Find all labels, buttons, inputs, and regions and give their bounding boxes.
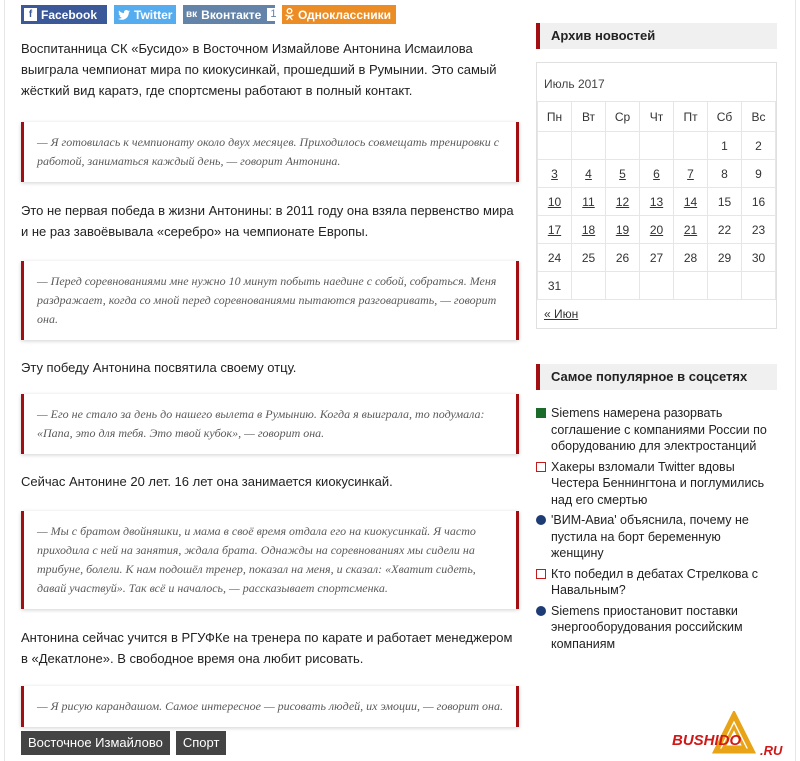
calendar-day: [538, 188, 572, 216]
archive-calendar: [536, 62, 777, 329]
calendar-day: 2: [742, 132, 776, 160]
share-bar: [21, 5, 396, 24]
calendar-day-link[interactable]: 14: [683, 194, 698, 209]
calendar-day-link[interactable]: 21: [683, 222, 698, 237]
calendar-day-link[interactable]: 20: [649, 222, 664, 237]
article-paragraph: Антонина сейчас учится в РГУФКе на тренера по карате и работает менеджером в «Декатлоне». В свободное время она любит рисовать.: [21, 630, 513, 666]
calendar-day: [674, 160, 708, 188]
article-paragraph: Сейчас Антонине 20 лет. 16 лет она занимается киокусинкай.: [21, 474, 393, 489]
calendar-day: 30: [742, 244, 776, 272]
calendar-day: 9: [742, 160, 776, 188]
popular-news-item[interactable]: [536, 566, 776, 599]
calendar-week: [538, 216, 776, 244]
vkontakte-label: Вконтакте: [201, 7, 262, 22]
blockquote: — Я рисую карандашом. Самое интересное — рисовать людей, их эмоции, — говорит она.: [21, 686, 519, 727]
vk-icon: вк: [186, 9, 198, 20]
source-icon: л: [536, 569, 546, 579]
source-icon: [536, 515, 546, 525]
vkontakte-share-button[interactable]: [183, 5, 275, 24]
calendar-day: 8: [708, 160, 742, 188]
calendar-day: [606, 216, 640, 244]
calendar-day: [640, 216, 674, 244]
calendar-day: 23: [742, 216, 776, 244]
popular-news-link[interactable]: Хакеры взломали Twitter вдовы Честера Беннингтона и поглумились над его смертью: [551, 459, 765, 507]
calendar-empty-cell: [572, 132, 606, 160]
calendar-day: 22: [708, 216, 742, 244]
archive-widget-title: Архив новостей: [536, 23, 777, 49]
calendar-day-link[interactable]: 10: [547, 194, 562, 209]
calendar-day: 29: [708, 244, 742, 272]
popular-news-link[interactable]: Кто победил в дебатах Стрелкова с Навальным?: [551, 566, 759, 597]
calendar-day: [640, 160, 674, 188]
calendar-day: [572, 216, 606, 244]
calendar-day-link[interactable]: 18: [581, 222, 596, 237]
calendar-nav: [537, 300, 776, 328]
calendar-day: 27: [640, 244, 674, 272]
popular-news-list: [536, 405, 776, 656]
calendar-day-link[interactable]: 7: [687, 166, 694, 181]
source-icon: [536, 606, 546, 616]
popular-news-item[interactable]: [536, 512, 776, 562]
popular-widget-title: Самое популярное в соцсетях: [536, 364, 777, 390]
calendar-day: [640, 188, 674, 216]
calendar-week: [538, 160, 776, 188]
blockquote: — Его не стало за день до нашего вылета в Румынию. Когда я выиграла, то подумала: «Папа, это для тебя. Это твой кубок», — говорит она.: [21, 394, 519, 454]
calendar-grid: [537, 101, 776, 300]
popular-news-item[interactable]: [536, 603, 776, 653]
calendar-day: [606, 160, 640, 188]
calendar-empty-cell: [640, 272, 674, 300]
calendar-day: 28: [674, 244, 708, 272]
blockquote: — Мы с братом двойняшки, и мама в своё время отдала его на киокусинкай. Я часто приходила с ней на занятия, ждала брата. Однажды на соревнованиях мы сидели на трибуне, болели. К нам подошёл тренер, показал на меня, и сказал: «Хватит сидеть, давай участвуй». Так всё и началось, — рассказывает спортсменка.: [21, 511, 519, 609]
odnoklassniki-share-button[interactable]: [282, 5, 396, 24]
calendar-empty-cell: [708, 272, 742, 300]
calendar-empty-cell: [538, 132, 572, 160]
calendar-day: 15: [708, 188, 742, 216]
weekday-header: Пн: [538, 102, 572, 132]
divider: [795, 0, 796, 761]
calendar-day-link[interactable]: 19: [615, 222, 630, 237]
calendar-day-link[interactable]: 5: [619, 166, 626, 181]
calendar-day-link[interactable]: 12: [615, 194, 630, 209]
twitter-icon: [118, 8, 130, 21]
weekday-header: Ср: [606, 102, 640, 132]
twitter-share-button[interactable]: [114, 5, 176, 24]
weekday-header: Чт: [640, 102, 674, 132]
weekday-header: Пт: [674, 102, 708, 132]
calendar-empty-cell: [674, 272, 708, 300]
popular-news-link[interactable]: Siemens намерена разорвать соглашение с компаниями России по оборудованию для электростанций: [551, 406, 767, 453]
calendar-day: 25: [572, 244, 606, 272]
source-icon: л: [536, 462, 546, 472]
source-icon: [536, 408, 546, 418]
tag-link[interactable]: Спорт: [176, 731, 227, 755]
facebook-label: Facebook: [41, 7, 98, 22]
tag-link[interactable]: Восточное Измайлово: [21, 731, 170, 755]
facebook-icon: f: [24, 8, 37, 21]
popular-news-link[interactable]: Siemens приостановит поставки энергооборудования российским компаниям: [551, 603, 743, 651]
popular-news-item[interactable]: [536, 459, 776, 509]
popular-news-item[interactable]: [536, 405, 776, 455]
article-paragraph: Это не первая победа в жизни Антонины: в 2011 году она взяла первенство мира и не раз завоёвывала «серебро» на чемпионате Европы.: [21, 203, 514, 239]
calendar-week: [538, 132, 776, 160]
calendar-empty-cell: [606, 132, 640, 160]
article-paragraph: Эту победу Антонина посвятила своему отцу.: [21, 360, 297, 375]
calendar-day: [572, 160, 606, 188]
weekday-header: Вс: [742, 102, 776, 132]
calendar-week: [538, 272, 776, 300]
calendar-day: [572, 188, 606, 216]
calendar-empty-cell: [674, 132, 708, 160]
article-paragraph: Воспитанница СК «Бусидо» в Восточном Измайлове Антонина Исмаилова выиграла чемпионат мира по киокусинкай, прошедший в Румынии. Это самый жёсткий вид каратэ, где спортсмены работают в полный контакт.: [21, 41, 497, 98]
facebook-share-button[interactable]: [21, 5, 107, 24]
calendar-day: [674, 188, 708, 216]
calendar-day-link[interactable]: 3: [551, 166, 558, 181]
calendar-day: [606, 188, 640, 216]
article-body: [21, 38, 519, 727]
calendar-day: 26: [606, 244, 640, 272]
logo-suffix: .RU: [760, 743, 783, 758]
calendar-day-link[interactable]: 11: [582, 194, 595, 209]
calendar-empty-cell: [640, 132, 674, 160]
divider: [4, 0, 5, 761]
calendar-day: 1: [708, 132, 742, 160]
calendar-week: [538, 188, 776, 216]
calendar-day: 16: [742, 188, 776, 216]
share-count: 1: [267, 8, 279, 21]
calendar-day-link[interactable]: 6: [653, 166, 660, 181]
blockquote: — Перед соревнованиями мне нужно 10 минут побыть наедине с собой, собраться. Меня раздражает, когда со мной перед соревнованиями пытаются разговаривать, — говорит она.: [21, 261, 519, 340]
weekday-header: Сб: [708, 102, 742, 132]
odnoklassniki-label: Одноклассники: [298, 7, 392, 22]
tag-list: [21, 731, 226, 755]
calendar-day-link[interactable]: 17: [547, 222, 562, 237]
weekday-header: Вт: [572, 102, 606, 132]
calendar-day: 24: [538, 244, 572, 272]
odnoklassniki-icon: [285, 8, 294, 21]
calendar-day: 31: [538, 272, 572, 300]
calendar-empty-cell: [742, 272, 776, 300]
logo-text: BUSHIDO: [672, 732, 742, 749]
calendar-empty-cell: [606, 272, 640, 300]
calendar-day: [538, 160, 572, 188]
calendar-week: [538, 244, 776, 272]
bushido-logo: [672, 711, 794, 759]
calendar-day-link[interactable]: 13: [649, 194, 664, 209]
blockquote: — Я готовилась к чемпионату около двух месяцев. Приходилось совмещать тренировки с работой, заниматься каждый день, — говорит Антонина.: [21, 122, 519, 182]
calendar-caption: Июль 2017: [544, 77, 605, 91]
calendar-empty-cell: [572, 272, 606, 300]
previous-month-link[interactable]: « Июн: [544, 307, 579, 321]
popular-news-link[interactable]: 'ВИМ-Авиа' объяснила, почему не пустила на борт беременную женщину: [551, 513, 749, 560]
calendar-day-link[interactable]: 4: [585, 166, 592, 181]
calendar-day: [538, 216, 572, 244]
calendar-day: [674, 216, 708, 244]
twitter-label: Twitter: [134, 7, 173, 22]
